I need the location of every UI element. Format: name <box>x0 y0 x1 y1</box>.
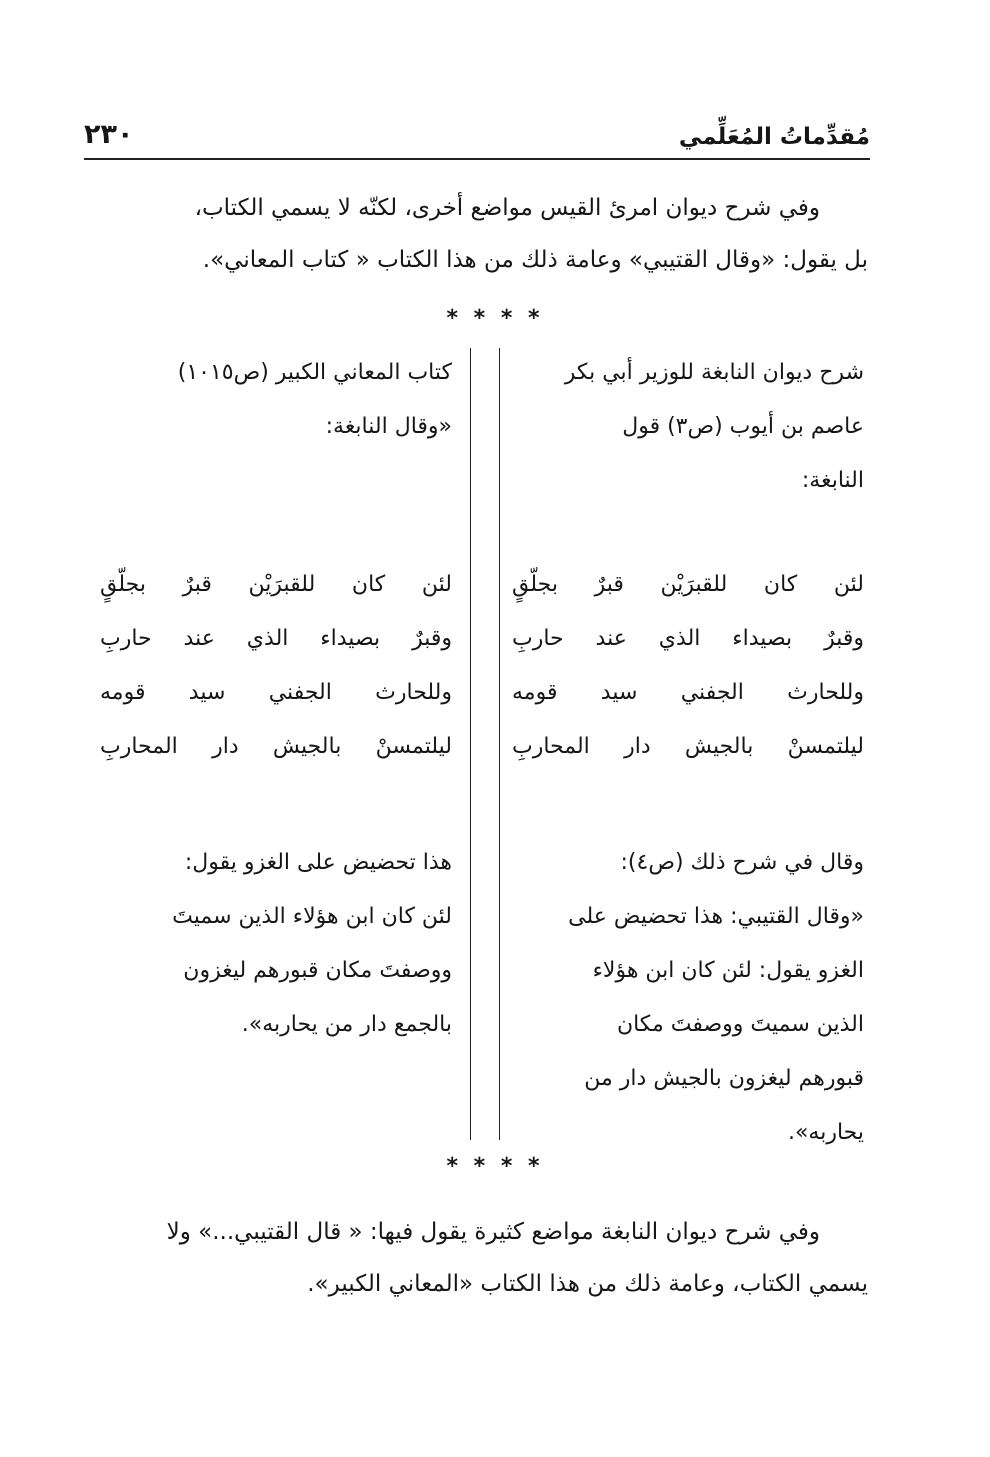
right-commentary-line: يحاربه». <box>787 1120 864 1145</box>
right-commentary-line: الغزو يقول: لئن كان ابن هؤلاء <box>592 958 864 983</box>
right-verse-line: وقبرٌ بصيداء الذي عند حاربِ <box>512 626 864 651</box>
page-number: ٢٣٠ <box>84 119 134 150</box>
closing-paragraph <box>86 1206 868 1310</box>
left-verse-line: وقبرٌ بصيداء الذي عند حاربِ <box>100 626 452 651</box>
left-column-maani-kabir <box>100 346 452 1052</box>
closing-line-2: يسمي الكتاب، وعامة ذلك من هذا الكتاب «المعاني الكبير». <box>307 1271 868 1297</box>
spacer <box>100 454 452 558</box>
left-verse-line: لئن كان للقبرَيْن قبرٌ بجلّقٍ <box>100 572 452 597</box>
right-column-nabigha-diwan <box>512 346 864 1160</box>
intro-line-2: بل يقول: «وقال القتيبي» وعامة ذلك من هذا الكتاب « كتاب المعاني». <box>202 247 868 273</box>
right-heading-line: النابغة: <box>801 468 864 493</box>
left-verse-line: ليلتمسنْ بالجيش دار المحاربِ <box>100 734 452 759</box>
header-rule <box>84 158 870 160</box>
right-heading-line: عاصم بن أيوب (ص٣) قول <box>622 414 864 439</box>
running-title: مُقدِّماتُ المُعَلِّمي <box>678 124 870 150</box>
right-verse-line: لئن كان للقبرَيْن قبرٌ بجلّقٍ <box>512 572 864 597</box>
section-separator-top: * * * * <box>446 306 544 331</box>
right-heading-line: شرح ديوان النابغة للوزير أبي بكر <box>564 360 864 385</box>
column-divider-left <box>470 348 471 1140</box>
left-commentary-line: بالجمع دار من يحاربه». <box>241 1012 452 1037</box>
intro-paragraph <box>86 182 868 286</box>
left-heading-line: «وقال النابغة: <box>325 414 452 439</box>
left-verse-line: وللحارث الجفني سيد قومه <box>100 680 452 705</box>
spacer <box>100 774 452 836</box>
left-commentary-line: لئن كان ابن هؤلاء الذين سميتَ <box>172 904 452 929</box>
intro-line-1: وفي شرح ديوان امرئ القيس مواضع أخرى، لكنّه لا يسمي الكتاب، <box>194 195 820 221</box>
right-commentary-line: الذين سميتَ ووصفتَ مكان <box>616 1012 864 1037</box>
right-commentary-line: وقال في شرح ذلك (ص٤): <box>620 850 864 875</box>
column-divider-right <box>499 348 500 1140</box>
section-separator-bottom: * * * * <box>446 1154 544 1179</box>
right-verse-line: وللحارث الجفني سيد قومه <box>512 680 864 705</box>
right-commentary-line: «وقال القتيبي: هذا تحضيض على <box>568 904 864 929</box>
spacer <box>512 508 864 558</box>
left-commentary-line: هذا تحضيض على الغزو يقول: <box>184 850 452 875</box>
right-verse-line: ليلتمسنْ بالجيش دار المحاربِ <box>512 734 864 759</box>
left-commentary-line: ووصفتَ مكان قبورهم ليغزون <box>183 958 452 983</box>
spacer <box>512 774 864 836</box>
closing-line-1: وفي شرح ديوان النابغة مواضع كثيرة يقول فيها: « قال القتيبي...» ولا <box>166 1219 820 1245</box>
left-heading-line: كتاب المعاني الكبير (ص١٠١٥) <box>177 360 452 385</box>
right-commentary-line: قبورهم ليغزون بالجيش دار من <box>584 1066 864 1091</box>
page-header <box>84 108 870 150</box>
